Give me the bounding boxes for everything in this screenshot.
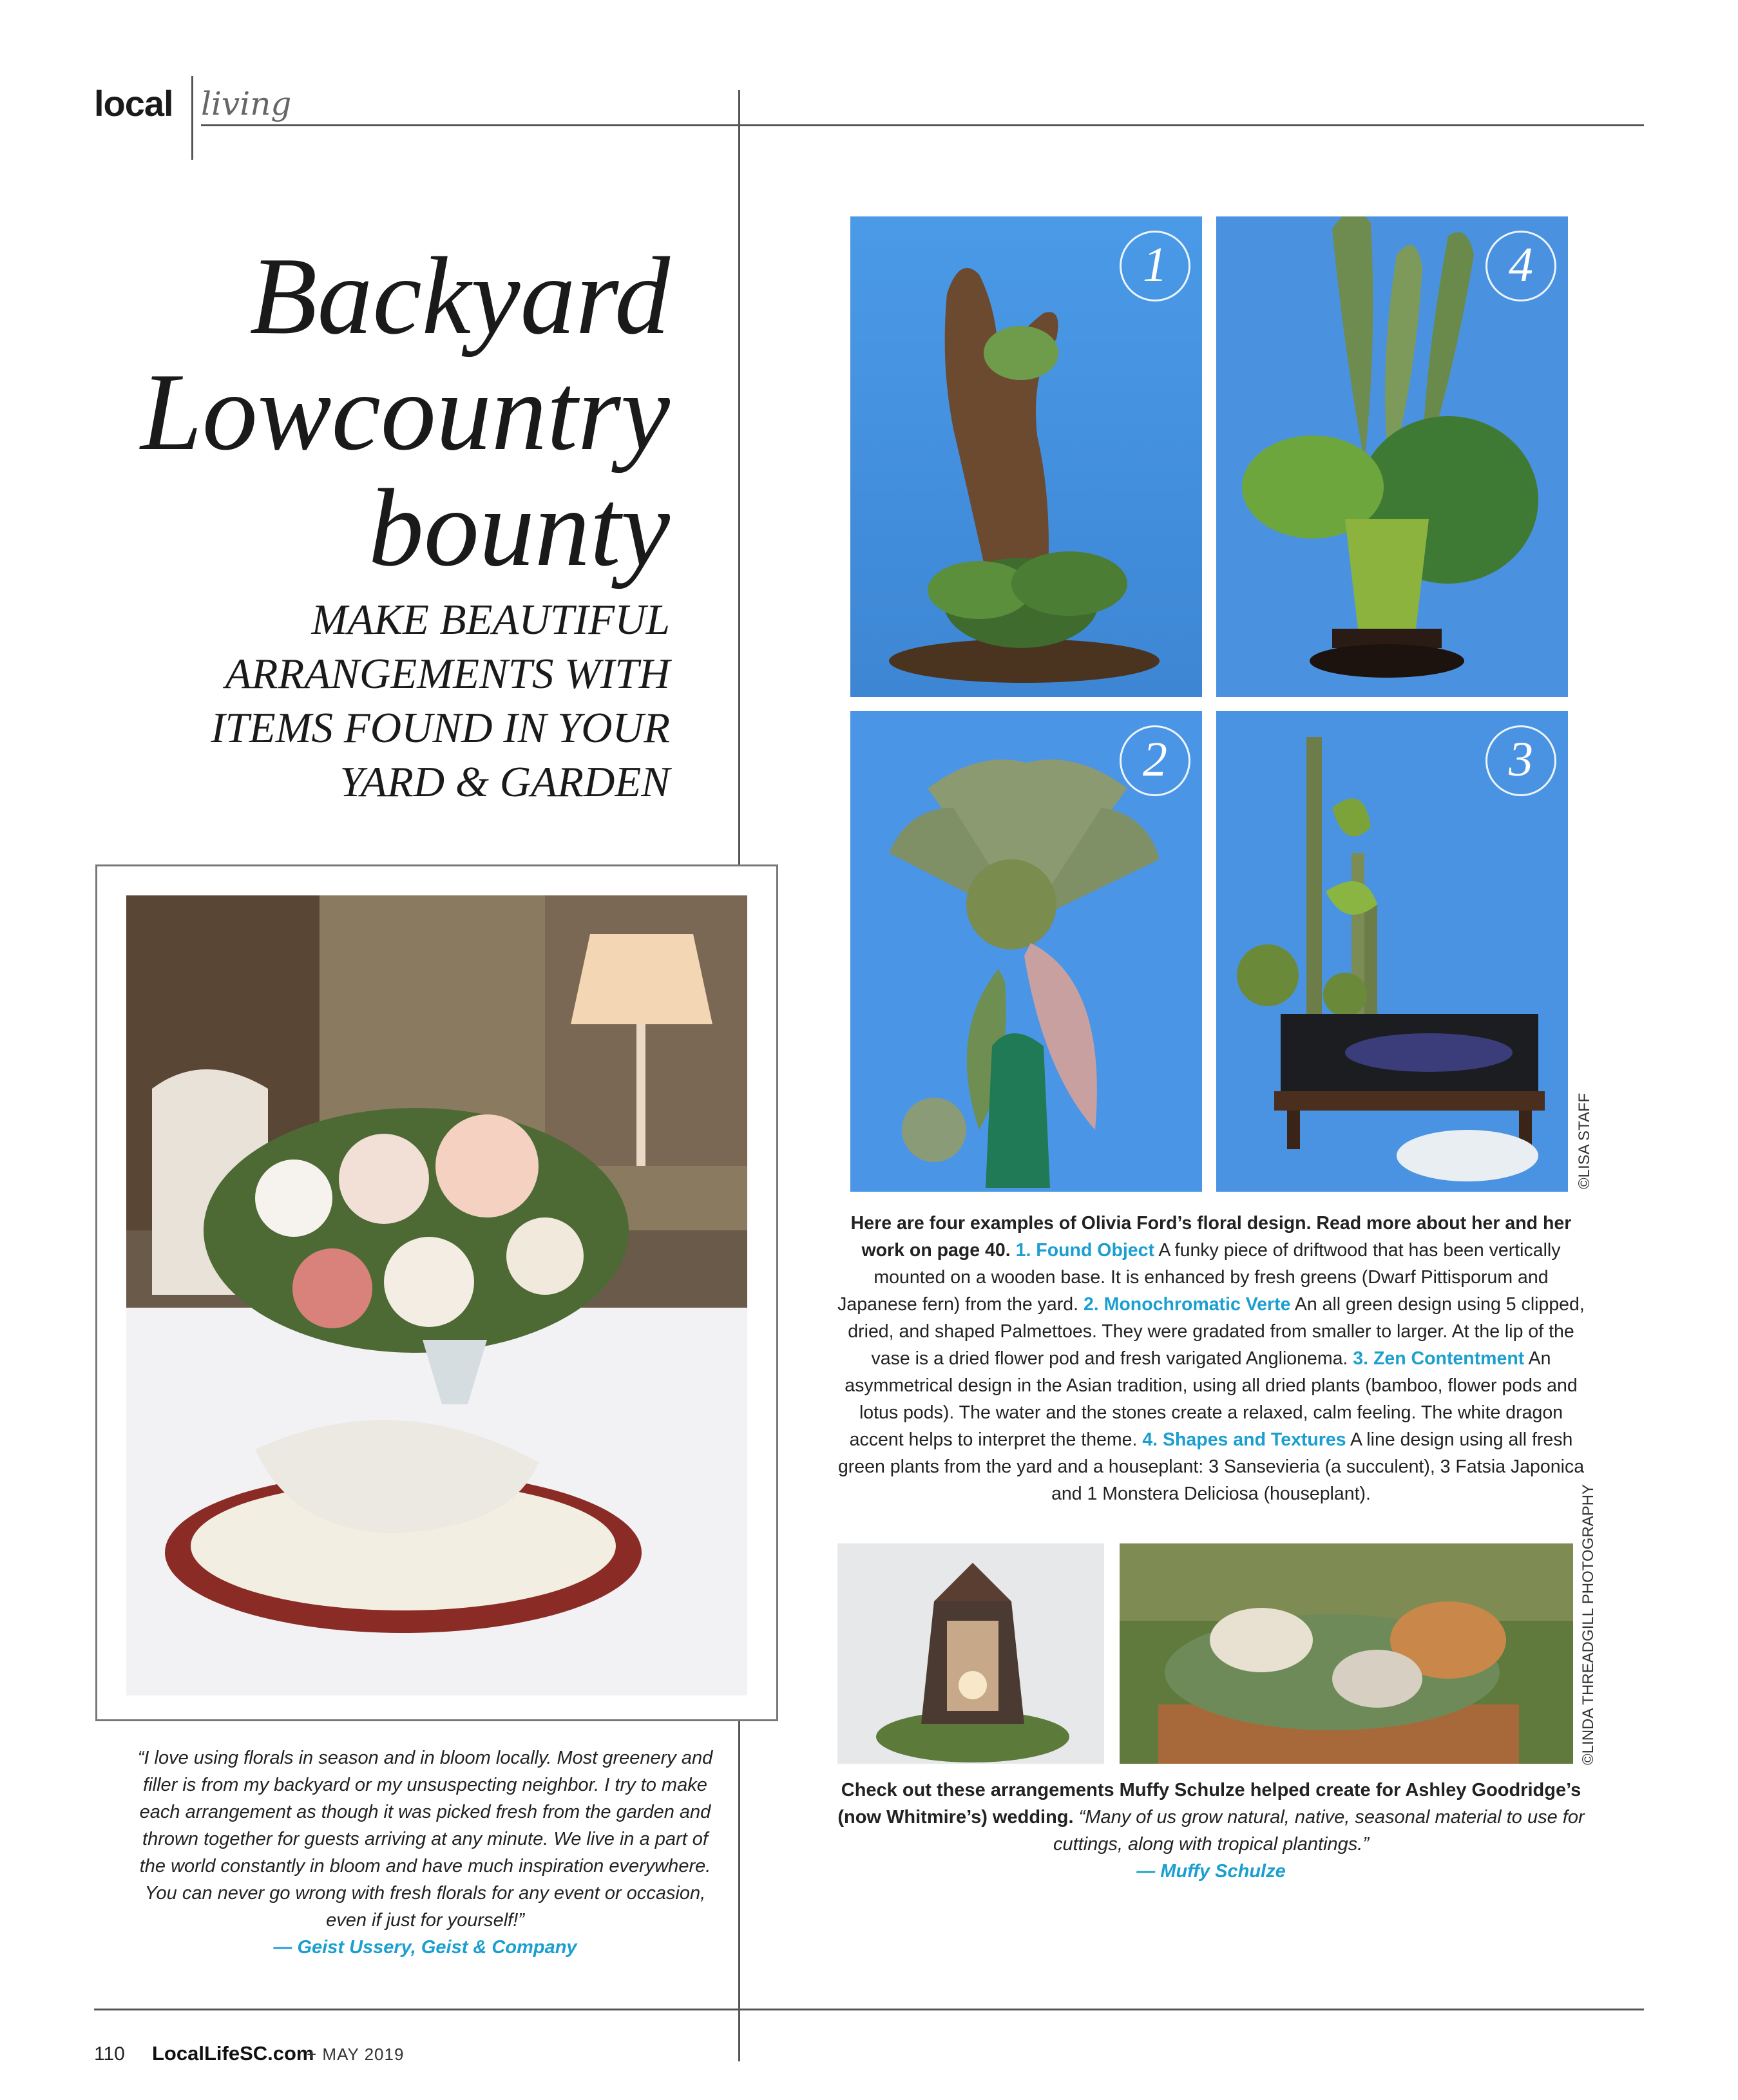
photo-number-badge: 4	[1485, 231, 1556, 301]
section-divider	[191, 76, 193, 160]
wedding-caption-attribution: — Muffy Schulze	[1136, 1861, 1286, 1882]
quote-attribution: — Geist Ussery, Geist & Company	[273, 1937, 577, 1958]
headline	[26, 235, 670, 589]
subsection-label: living	[201, 85, 292, 122]
caption-item-text: An asymmetrical design in the Asian tradition, using all dried plants (bamboo, flower pods and lotus pods). The water and the stones create a relaxed, calm feeling. The white dragon accent helps to interpret the theme.	[845, 1348, 1578, 1450]
photo-number-badge: 1	[1120, 231, 1190, 301]
photo-table-centerpiece	[126, 895, 747, 1695]
subhead-line: MAKE BEAUTIFUL	[311, 596, 670, 644]
section-label: local	[94, 83, 173, 124]
footer-rule	[94, 2009, 1644, 2010]
photo-number-badge: 2	[1120, 725, 1190, 796]
caption-item-text: A funky piece of driftwood that has been vertically mounted on a wooden base. It is enhanced by fresh greens (Dwarf Pittisporum and Japanese fern) from the yard.	[837, 1240, 1561, 1315]
caption-item-label: 1. Found Object	[1015, 1240, 1154, 1261]
wedding-caption-quote: “Many of us grow natural, native, seasonal material to use for cuttings, along with tropical plantings.”	[1053, 1807, 1585, 1855]
caption-item-label: 4. Shapes and Textures	[1142, 1429, 1346, 1450]
caption-item-text: An all green design using 5 clipped, dried, and shaped Palmettoes. They were gradated from smaller to larger. At the lip of the vase is a dried flower pod and fresh varigated Anglionema.	[848, 1294, 1585, 1369]
caption-intro: Here are four examples of Olivia Ford’s floral design. Read more about her and her work on page 40.	[850, 1213, 1572, 1261]
photo-found-object	[850, 216, 1202, 697]
issue-date: + MAY 2019	[307, 2045, 405, 2064]
photo-wedding-centerpiece	[1120, 1543, 1573, 1764]
site-name: LocalLifeSC.com	[152, 2042, 314, 2065]
subhead-line: ARRANGEMENTS WITH	[225, 650, 670, 698]
page-number: 110	[94, 2043, 125, 2065]
photo-zen-contentment	[1216, 711, 1568, 1192]
subhead-line: YARD & GARDEN	[339, 758, 670, 806]
subhead-line: ITEMS FOUND IN YOUR	[211, 704, 670, 752]
headline-line-3: bounty	[368, 467, 670, 589]
wedding-caption	[837, 1777, 1585, 1885]
pull-quote	[129, 1744, 721, 1961]
photo-caption	[837, 1210, 1585, 1507]
photo-shapes-and-textures	[1216, 216, 1568, 697]
caption-item-label: 2. Monochromatic Verte	[1083, 1294, 1291, 1315]
photo-credit: ©LISA STAFF	[1576, 1093, 1593, 1189]
photo-number-badge: 3	[1485, 725, 1556, 796]
photo-lantern-arrangement	[837, 1543, 1104, 1764]
headline-line-1: Backyard	[249, 235, 670, 358]
photo-monochromatic-verte	[850, 711, 1202, 1192]
headline-line-2: Lowcountry	[140, 351, 670, 473]
subhead	[26, 593, 670, 809]
quote-text: “I love using florals in season and in bloom locally. Most greenery and filler is from my backyard or my unsuspecting neighbor. I try to make each arrangement as though it was picked fresh from the garden and thrown together for guests arriving at any minute. We live in a part of the world constantly in bloom and have much inspiration everywhere. You can never go wrong with fresh florals for any event or occasion, even if just for yourself!”	[137, 1748, 713, 1931]
photo-credit: ©LINDA THREADGILL PHOTOGRAPHY	[1580, 1484, 1597, 1765]
caption-item-text: A line design using all fresh green plants from the yard and a houseplant: 3 Sansevieria (a succulent), 3 Fatsia Japonica and 1 Monstera Deliciosa (houseplant).	[837, 1429, 1585, 1504]
wedding-caption-lead: Check out these arrangements Muffy Schulze helped create for Ashley Goodridge’s (now Whitmire’s) wedding.	[837, 1780, 1581, 1828]
caption-item-label: 3. Zen Contentment	[1353, 1348, 1525, 1369]
header-rule	[201, 124, 1644, 126]
